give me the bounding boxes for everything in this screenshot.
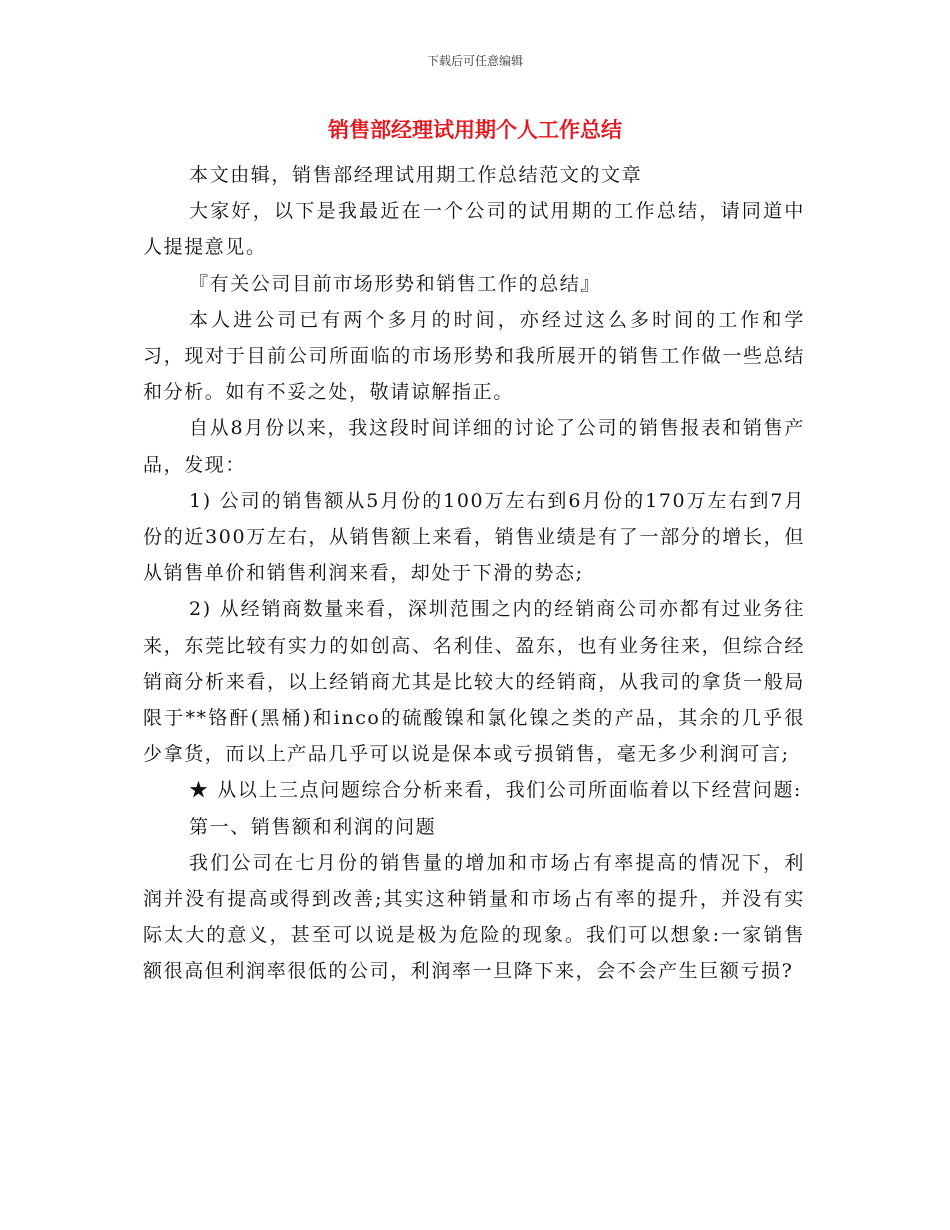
document-body bbox=[143, 157, 805, 990]
paragraph-sales-profit: 我们公司在七月份的销售量的增加和市场占有率提高的情况下，利润并没有提高或得到改善;其实这种销量和市场占有率的提升，并没有实际太大的意义，甚至可以说是极为危险的现象。我们可以想象:一家销售额很高但利润率很低的公司，利润率一旦降下来，会不会产生巨额亏损? bbox=[143, 851, 805, 983]
paragraph-finding-1: 1) 公司的销售额从5月份的100万左右到6月份的170万左右到7月份的近300万左右，从销售额上来看，销售业绩是有了一部分的增长，但从销售单价和销售利润来看，却处于下滑的势态; bbox=[143, 489, 805, 585]
paragraph-greeting: 大家好，以下是我最近在一个公司的试用期的工作总结，请同道中人提提意见。 bbox=[143, 200, 805, 259]
paragraph-finding-2: 2) 从经销商数量来看，深圳范围之内的经销商公司亦都有过业务往来，东莞比较有实力的如创高、名利佳、盈东，也有业务往来，但综合经销商分析来看，以上经销商尤其是比较大的经销商，从我司的拿货一般局限于**铬酐(黑桶)和inco的硫酸镍和氯化镍之类的产品，其余的几乎很少拿货，而以上产品几乎可以说是保本或亏损销售，毫无多少利润可言; bbox=[143, 598, 805, 766]
paragraph-section-heading: 『有关公司目前市场形势和销售工作的总结』 bbox=[189, 272, 602, 295]
document-title: 销售部经理试用期个人工作总结 bbox=[328, 118, 622, 142]
paragraph-source-note: 本文由辑，销售部经理试用期工作总结范文的文章 bbox=[189, 164, 643, 186]
paragraph-findings-lead: 自从8月份以来，我这段时间详细的讨论了公司的销售报表和销售产品，发现： bbox=[143, 417, 805, 476]
header-note: 下载后可任意编辑 bbox=[426, 54, 523, 68]
paragraph-summary-star: ★ 从以上三点问题综合分析来看，我们公司所面临着以下经营问题: bbox=[189, 779, 803, 802]
paragraph-subheading-1: 第一、销售额和利润的问题 bbox=[189, 815, 437, 838]
paragraph-intro: 本人进公司已有两个多月的时间，亦经过这么多时间的工作和学习，现对于目前公司所面临的市场形势和我所展开的销售工作做一些总结和分析。如有不妥之处，敬请谅解指正。 bbox=[143, 308, 805, 404]
